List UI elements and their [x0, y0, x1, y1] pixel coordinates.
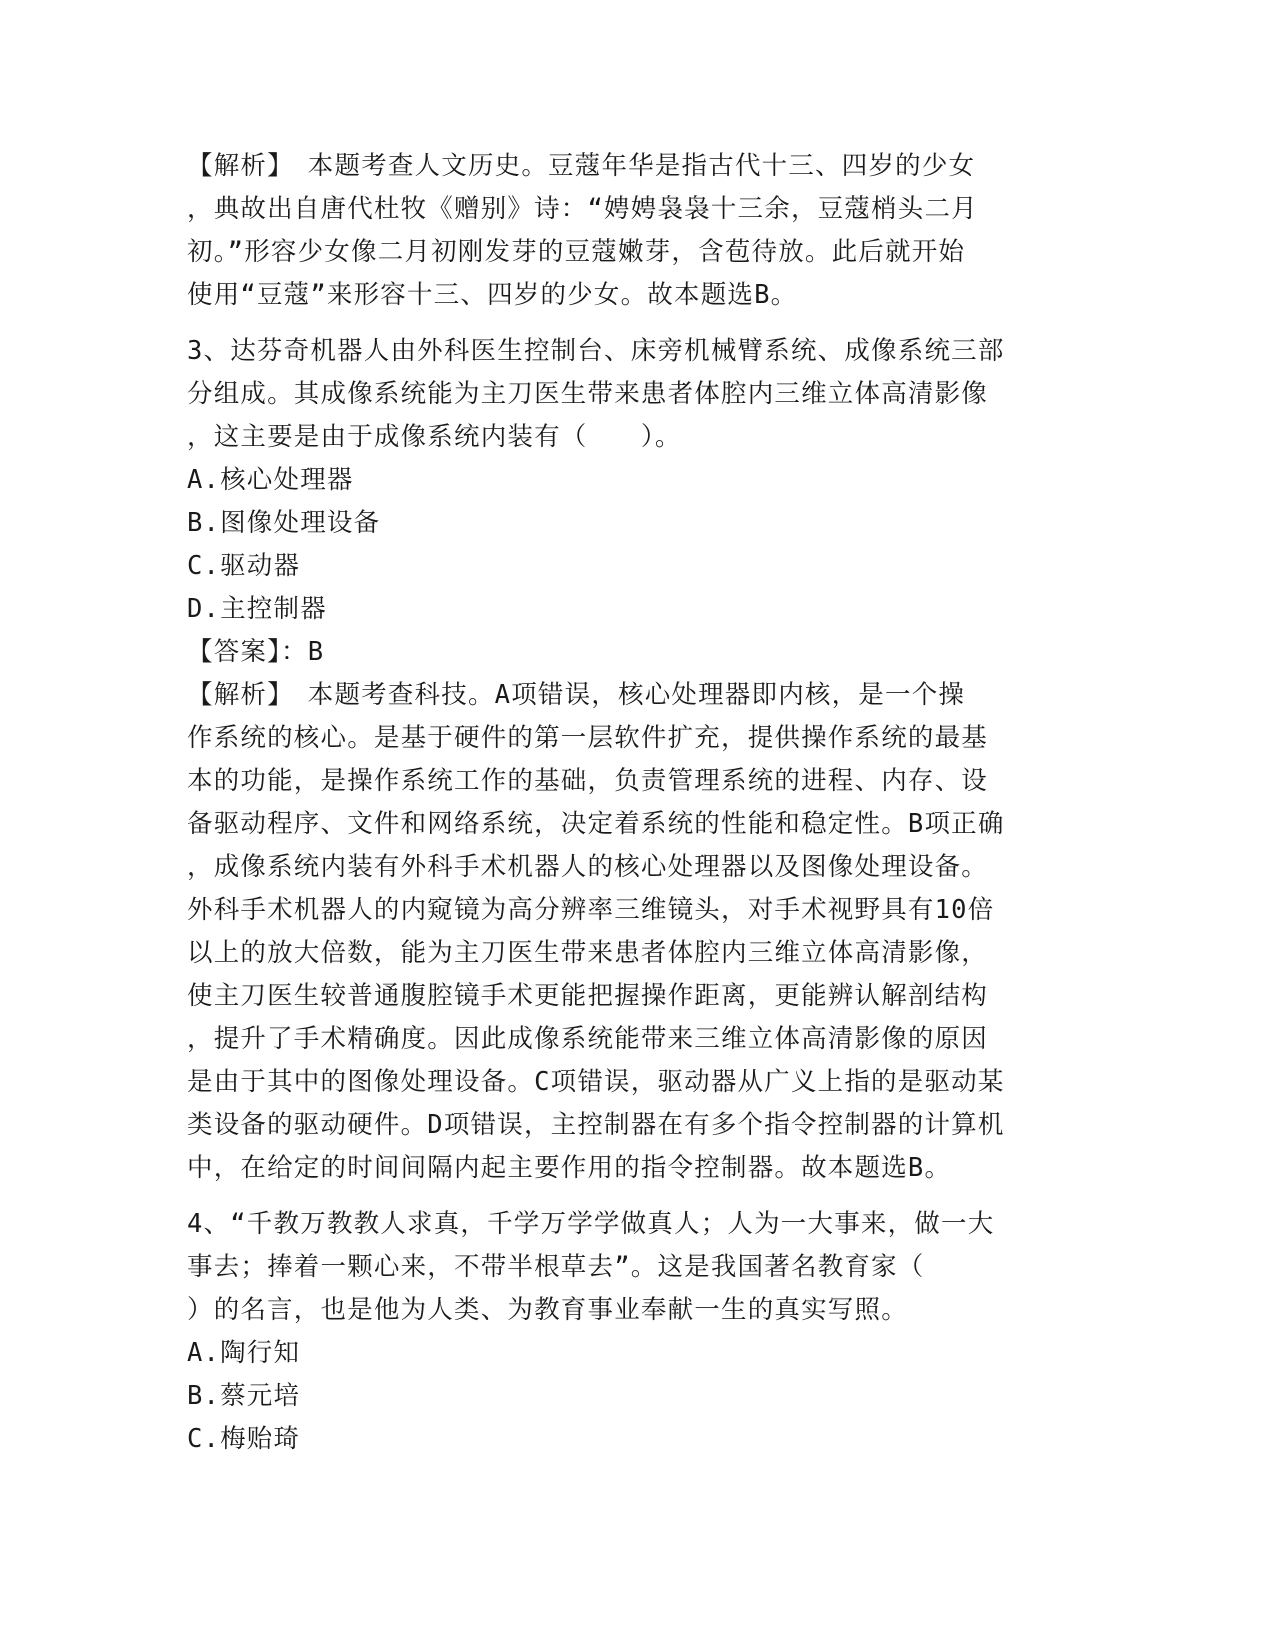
text-line: 初。”形容少女像二月初刚发芽的豆蔻嫩芽，含苞待放。此后就开始: [187, 237, 966, 267]
text-line: 以上的放大倍数，能为主刀医生带来患者体腔内三维立体高清影像，: [187, 938, 989, 968]
question-stem-line: ，这主要是由于成像系统内装有（ ）。: [187, 422, 682, 452]
text-line: 是由于其中的图像处理设备。C项错误，驱动器从广义上指的是驱动某: [187, 1067, 1005, 1097]
question-3: [187, 330, 1072, 1190]
question-stem-line: 3、达芬奇机器人由外科医生控制台、床旁机械臂系统、成像系统三部: [187, 336, 1005, 366]
text-line: 作系统的核心。是基于硬件的第一层软件扩充，提供操作系统的最基: [187, 723, 989, 753]
option-d: D.主控制器: [187, 594, 327, 624]
question-4: [187, 1203, 1072, 1461]
option-a: A.核心处理器: [187, 465, 354, 495]
option-b: B.图像处理设备: [187, 508, 381, 538]
text-line: 备驱动程序、文件和网络系统，决定着系统的性能和稳定性。B项正确: [187, 809, 1005, 839]
option-b: B.蔡元培: [187, 1381, 301, 1411]
question-stem-line: 分组成。其成像系统能为主刀医生带来患者体腔内三维立体高清影像: [187, 379, 989, 409]
text-line: ，提升了手术精确度。因此成像系统能带来三维立体高清影像的原因: [187, 1024, 989, 1054]
q3-analysis: [187, 674, 1072, 1190]
text-line: ，典故出自唐代杜牧《赠别》诗：“娉娉袅袅十三余，豆蔻梢头二月: [187, 194, 978, 224]
text-line: 类设备的驱动硬件。D项错误，主控制器在有多个指令控制器的计算机: [187, 1110, 1005, 1140]
question-stem-line: 4、“千教万教教人求真，千学万学学做真人；人为一大事来，做一大: [187, 1209, 995, 1239]
text-line: 使用“豆蔻”来形容十三、四岁的少女。故本题选B。: [187, 280, 798, 310]
text-line: 本的功能，是操作系统工作的基础，负责管理系统的进程、内存、设: [187, 766, 989, 796]
q2-analysis: [187, 145, 1072, 317]
option-a: A.陶行知: [187, 1338, 301, 1368]
document-page: [187, 145, 1072, 1461]
text-line: ，成像系统内装有外科手术机器人的核心处理器以及图像处理设备。: [187, 852, 989, 882]
option-c: C.驱动器: [187, 551, 301, 581]
answer-line: 【答案】：B: [187, 637, 325, 667]
question-stem-line: 事去；捧着一颗心来，不带半根草去”。这是我国著名教育家（: [187, 1252, 925, 1282]
text-line: 【解析】 本题考查科技。A项错误，核心处理器即内核，是一个操: [187, 680, 966, 710]
text-line: 中，在给定的时间间隔内起主要作用的指令控制器。故本题选B。: [187, 1153, 952, 1183]
option-c: C.梅贻琦: [187, 1424, 301, 1454]
text-line: 外科手术机器人的内窥镜为高分辨率三维镜头，对手术视野具有10倍: [187, 895, 995, 925]
question-stem-line: ）的名言，也是他为人类、为教育事业奉献一生的真实写照。: [187, 1295, 908, 1325]
text-line: 使主刀医生较普通腹腔镜手术更能把握操作距离，更能辨认解剖结构: [187, 981, 989, 1011]
text-line: 【解析】 本题考查人文历史。豆蔻年华是指古代十三、四岁的少女: [187, 151, 976, 181]
